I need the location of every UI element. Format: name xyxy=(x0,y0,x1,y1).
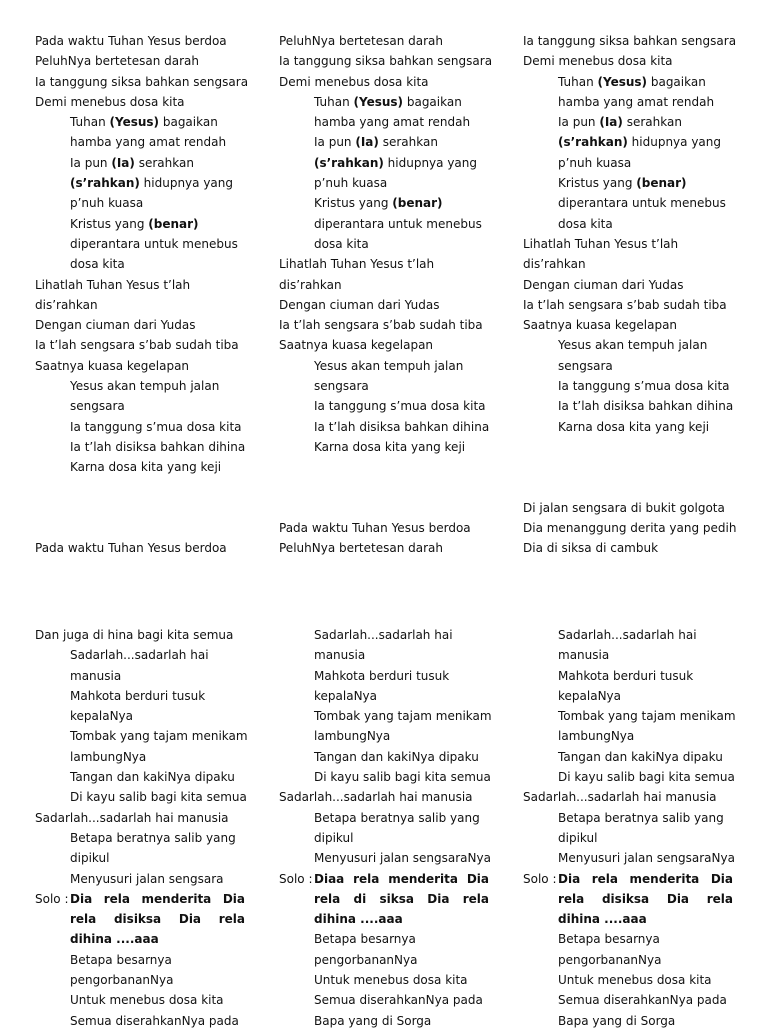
lyric-line: hamba yang amat rendah xyxy=(70,135,227,150)
lyric-line: Dengan ciuman dari Yudas xyxy=(279,297,440,312)
lyric-line: Karna dosa kita yang keji xyxy=(314,439,466,454)
lyric-line: Sadarlah...sadarlah hai xyxy=(314,628,453,642)
solo-lyrics xyxy=(314,869,489,930)
blank-line xyxy=(35,498,245,518)
lyric-line: Sadarlah...sadarlah hai xyxy=(70,648,209,663)
solo-lyric-line: dihina ....aaa xyxy=(558,912,647,927)
solo-label: Solo : xyxy=(279,871,313,886)
lyric-line: Menyusuri jalan sengsaraNya xyxy=(314,851,491,866)
lyric-line: Tangan dan kakiNya dipaku xyxy=(314,749,479,764)
lyric-line: Mahkota berduri tusuk xyxy=(558,668,694,683)
solo-block xyxy=(35,889,245,950)
lyric-line: Ia pun (Ia) serahkan xyxy=(558,115,682,130)
lyric-line: dipikul xyxy=(558,830,598,845)
lyric-line: dipikul xyxy=(70,851,110,866)
solo-lyrics xyxy=(558,869,733,930)
solo-lyric-line: Dia rela menderita Dia xyxy=(70,891,245,906)
lyric-line: Betapa beratnya salib yang xyxy=(558,810,724,825)
lyric-line: Ia t’lah sengsara s’bab sudah tiba xyxy=(523,297,727,312)
lyric-line: Lihatlah Tuhan Yesus t’lah xyxy=(523,236,679,251)
lyric-line: Mahkota berduri tusuk xyxy=(70,688,206,703)
lyric-line: dis’rahkan xyxy=(35,297,98,312)
lyric-line: dis’rahkan xyxy=(279,277,342,292)
solo-lyric-line: rela di siksa Dia rela xyxy=(314,891,489,906)
lyric-line: Bapa yang di Sorga xyxy=(558,1013,676,1028)
lyric-line: Betapa beratnya salib yang xyxy=(70,830,236,845)
lyric-line: Ia pun (Ia) serahkan xyxy=(314,135,438,150)
lyric-line: Demi menebus dosa kita xyxy=(35,94,185,109)
lyric-line: p’nuh kuasa xyxy=(70,196,144,211)
lyric-line: Di kayu salib bagi kita semua xyxy=(314,770,491,785)
lyric-line: Di jalan sengsara di bukit golgota xyxy=(523,500,725,515)
lyric-line: manusia xyxy=(558,648,610,663)
lyric-line: Untuk menebus dosa kita xyxy=(70,993,224,1008)
lyric-line: Ia tanggung s’mua dosa kita xyxy=(558,379,730,394)
lyric-line: Ia tanggung siksa bahkan sengsara xyxy=(523,34,737,48)
lyric-line: Sadarlah...sadarlah hai xyxy=(558,628,697,642)
lyric-line: diperantara untuk menebus xyxy=(314,216,482,231)
lyric-line: Semua diserahkanNya pada xyxy=(314,993,483,1008)
lower-column-3 xyxy=(523,625,736,1031)
solo-label: Solo : xyxy=(523,871,557,886)
lyric-line: Saatnya kuasa kegelapan xyxy=(279,338,434,353)
lyric-line: Dan juga di hina bagi kita semua xyxy=(35,628,234,642)
lyric-line: lambungNya xyxy=(314,729,391,744)
solo-lyric-line: dihina ....aaa xyxy=(70,932,159,947)
lyric-line: Ia t’lah sengsara s’bab sudah tiba xyxy=(279,318,483,333)
lyric-line: manusia xyxy=(314,648,366,663)
lyric-line: Tangan dan kakiNya dipaku xyxy=(70,770,235,785)
lyric-line: p’nuh kuasa xyxy=(314,176,388,191)
lyric-line: Tombak yang tajam menikam xyxy=(70,729,248,744)
lyric-line: Dia menanggung derita yang pedih xyxy=(523,521,737,536)
lyric-line: Tuhan (Yesus) bagaikan xyxy=(558,74,706,89)
lyric-line: Ia tanggung s’mua dosa kita xyxy=(314,399,486,414)
solo-lyric-line: dihina ....aaa xyxy=(314,912,403,927)
lyric-line: kepalaNya xyxy=(314,688,377,703)
lyric-line: PeluhNya bertetesan darah xyxy=(35,54,199,69)
lyric-line: Sadarlah...sadarlah hai manusia xyxy=(35,810,229,825)
lyric-line: Tangan dan kakiNya dipaku xyxy=(558,749,723,764)
blank-line xyxy=(523,478,733,498)
upper-column-3 xyxy=(523,31,737,559)
lyric-line: Tuhan (Yesus) bagaikan xyxy=(70,115,218,130)
lyric-line: Menyusuri jalan sengsaraNya xyxy=(558,851,735,866)
blank-line xyxy=(523,437,733,457)
lyric-line: Dengan ciuman dari Yudas xyxy=(523,277,684,292)
lyric-line: (s’rahkan) hidupnya yang xyxy=(70,176,234,191)
lyric-line: Demi menebus dosa kita xyxy=(523,54,673,69)
lyric-line: Pada waktu Tuhan Yesus berdoa xyxy=(279,521,471,536)
lyric-line: Yesus akan tempuh jalan xyxy=(558,338,708,353)
lyric-line: kepalaNya xyxy=(70,709,133,724)
upper-column-1 xyxy=(35,31,249,559)
lyric-line: lambungNya xyxy=(70,749,147,764)
lyric-line: Betapa beratnya salib yang xyxy=(314,810,480,825)
lyric-line: Untuk menebus dosa kita xyxy=(558,973,712,988)
lyric-line: Kristus yang (benar) xyxy=(314,196,443,211)
lyric-line: Betapa besarnya xyxy=(314,932,416,947)
lyric-line: Pada waktu Tuhan Yesus berdoa xyxy=(35,34,227,48)
lyric-line: diperantara untuk menebus xyxy=(558,196,726,211)
lyric-line: Sadarlah...sadarlah hai manusia xyxy=(279,790,473,805)
lyric-line: Demi menebus dosa kita xyxy=(279,74,429,89)
lyric-line: Ia tanggung s’mua dosa kita xyxy=(70,419,242,434)
lyric-line: Semua diserahkanNya pada xyxy=(558,993,727,1008)
lyric-line: Dia di siksa di cambuk xyxy=(523,541,659,556)
solo-label: Solo : xyxy=(35,891,69,906)
lyric-line: Kristus yang (benar) xyxy=(558,176,687,191)
solo-lyrics xyxy=(70,889,245,950)
lyric-line: Ia t’lah disiksa bahkan dihina xyxy=(558,399,734,414)
lyric-line: sengsara xyxy=(558,358,613,373)
lyric-line: Betapa besarnya xyxy=(70,952,172,967)
solo-block xyxy=(279,869,489,930)
lyric-line: pengorbananNya xyxy=(314,952,418,967)
lyric-line: Betapa besarnya xyxy=(558,932,660,947)
blank-line xyxy=(35,518,245,538)
lyric-line: (s’rahkan) hidupnya yang xyxy=(314,155,478,170)
lyric-line: Tombak yang tajam menikam xyxy=(558,709,736,724)
lyric-line: lambungNya xyxy=(558,729,635,744)
lower-column-1 xyxy=(35,625,248,1031)
lyric-line: Tuhan (Yesus) bagaikan xyxy=(314,94,462,109)
lyric-line: diperantara untuk menebus xyxy=(70,236,238,251)
lyric-line: Dengan ciuman dari Yudas xyxy=(35,318,196,333)
lyric-line: Ia pun (Ia) serahkan xyxy=(70,155,194,170)
lyric-line: dis’rahkan xyxy=(523,257,586,272)
lyric-line: Ia tanggung siksa bahkan sengsara xyxy=(35,74,249,89)
lyric-line: Pada waktu Tuhan Yesus berdoa xyxy=(35,541,227,556)
lyric-line: Karna dosa kita yang keji xyxy=(70,460,222,475)
lyric-line: hamba yang amat rendah xyxy=(314,115,471,130)
lyric-line: Ia tanggung siksa bahkan sengsara xyxy=(279,54,493,69)
lyric-line: Di kayu salib bagi kita semua xyxy=(70,790,247,805)
solo-lyric-line: Diaa rela menderita Dia xyxy=(314,871,489,886)
lyric-line: sengsara xyxy=(314,379,369,394)
lyric-line: Mahkota berduri tusuk xyxy=(314,668,450,683)
lyric-line: Kristus yang (benar) xyxy=(70,216,199,231)
lyric-line: p’nuh kuasa xyxy=(558,155,632,170)
lyric-line: Yesus akan tempuh jalan xyxy=(70,379,220,394)
lyric-line: Saatnya kuasa kegelapan xyxy=(523,318,678,333)
lyric-line: Di kayu salib bagi kita semua xyxy=(558,770,735,785)
lyric-line: Yesus akan tempuh jalan xyxy=(314,358,464,373)
lyric-line: Semua diserahkanNya pada xyxy=(70,1013,239,1028)
lyric-line: dosa kita xyxy=(314,236,369,251)
lyric-line: kepalaNya xyxy=(558,688,621,703)
lyric-line: (s’rahkan) hidupnya yang xyxy=(558,135,722,150)
lyric-line: Bapa yang di Sorga xyxy=(314,1013,432,1028)
lyric-line: pengorbananNya xyxy=(558,952,662,967)
lyric-line: Tombak yang tajam menikam xyxy=(314,709,492,724)
blank-line xyxy=(279,457,489,477)
lyric-line: Lihatlah Tuhan Yesus t’lah xyxy=(279,257,435,272)
lyric-line: dipikul xyxy=(314,830,354,845)
lyric-line: hamba yang amat rendah xyxy=(558,94,715,109)
lyric-line: Ia t’lah sengsara s’bab sudah tiba xyxy=(35,338,239,353)
lyric-line: Sadarlah...sadarlah hai manusia xyxy=(523,790,717,805)
solo-lyric-line: rela disiksa Dia rela xyxy=(558,891,733,906)
lower-column-2 xyxy=(279,625,492,1031)
blank-line xyxy=(523,457,733,477)
lyric-line: Karna dosa kita yang keji xyxy=(558,419,710,434)
solo-lyric-line: Dia rela menderita Dia xyxy=(558,871,733,886)
lyric-line: pengorbananNya xyxy=(70,973,174,988)
lyric-line: Ia t’lah disiksa bahkan dihina xyxy=(70,439,246,454)
solo-lyric-line: rela disiksa Dia rela xyxy=(70,912,245,927)
lyric-line: Untuk menebus dosa kita xyxy=(314,973,468,988)
lyric-line: Lihatlah Tuhan Yesus t’lah xyxy=(35,277,191,292)
blank-line xyxy=(279,478,489,498)
lyric-line: dosa kita xyxy=(558,216,613,231)
solo-block xyxy=(523,869,733,930)
lyric-line: PeluhNya bertetesan darah xyxy=(279,34,443,48)
lyric-line: dosa kita xyxy=(70,257,125,272)
lyric-line: PeluhNya bertetesan darah xyxy=(279,541,443,556)
lyric-line: Saatnya kuasa kegelapan xyxy=(35,358,190,373)
blank-line xyxy=(279,498,489,518)
lyric-line: Menyusuri jalan sengsara xyxy=(70,871,224,886)
lyric-line: manusia xyxy=(70,668,122,683)
lyric-line: Ia t’lah disiksa bahkan dihina xyxy=(314,419,490,434)
upper-column-2 xyxy=(279,31,493,559)
lyric-line: sengsara xyxy=(70,399,125,414)
blank-line xyxy=(35,478,245,498)
